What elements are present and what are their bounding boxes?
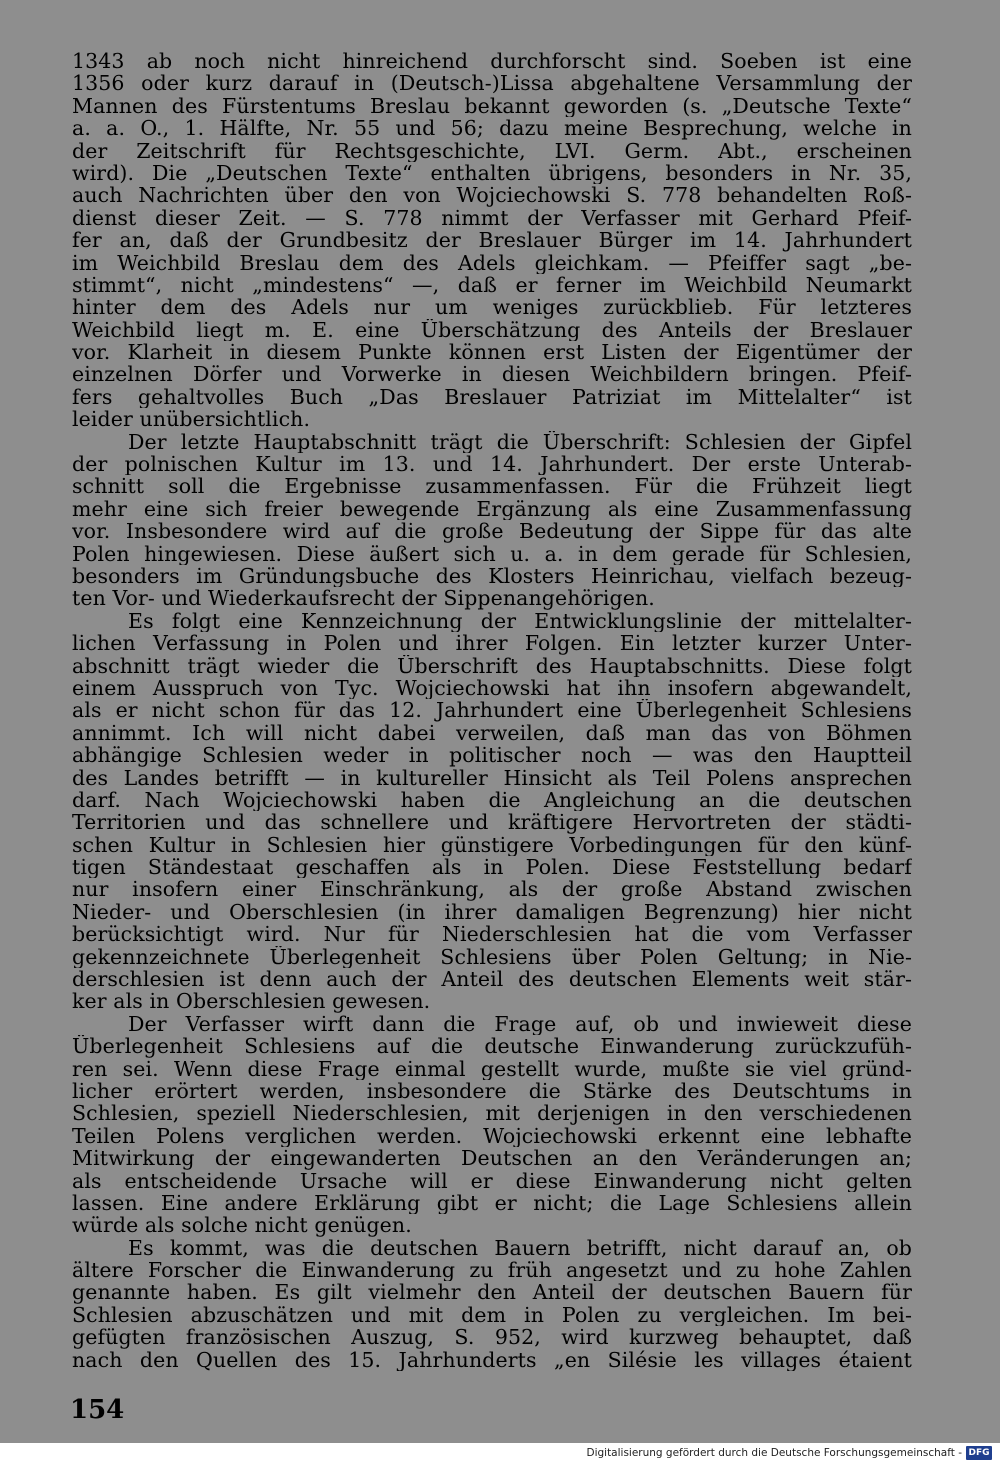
text-line: des Landes betrifft — in kultureller Hinsicht als Teil Polens ansprechen xyxy=(72,766,912,789)
text-line: nur insofern einer Einschränkung, als der große Abstand zwischen xyxy=(72,878,912,901)
text-line: einem Ausspruch von Tyc. Wojciechowski hat ihn insofern abgewandelt, xyxy=(72,676,912,700)
text-line: Schlesien abzuschätzen und mit dem in Polen zu vergleichen. Im bei- xyxy=(72,1303,912,1327)
text-line: tigen Ständestaat geschaffen als in Polen. Diese Feststellung bedarf xyxy=(72,856,912,879)
text-line: ten Vor- und Wiederkaufsrecht der Sippenangehörigen. xyxy=(72,587,655,610)
text-line: Überlegenheit Schlesiens auf die deutsche Einwanderung zurückzufüh- xyxy=(72,1035,912,1058)
text-line: leider unübersichtlich. xyxy=(72,408,311,431)
text-line: genannte haben. Es gilt vielmehr den Anteil der deutschen Bauern für xyxy=(72,1281,912,1304)
text-line: vor. Insbesondere wird auf die große Bedeutung der Sippe für das alte xyxy=(72,520,912,543)
text-line: mehr eine sich freier bewegende Ergänzung als eine Zusammenfassung xyxy=(72,497,912,521)
text-line: licher erörtert werden, insbesondere die Stärke des Deutschtums in xyxy=(72,1079,912,1103)
text-line: ren sei. Wenn diese Frage einmal gestellt wurde, mußte sie viel gründ- xyxy=(72,1057,912,1080)
text-line: vor. Klarheit in diesem Punkte können erst Listen der Eigentümer der xyxy=(72,341,912,364)
text-line: abhängige Schlesien weder in politischer noch — was den Hauptteil xyxy=(72,744,912,767)
text-line: schnitt soll die Ergebnisse zusammenfassen. Für die Frühzeit liegt xyxy=(72,475,912,498)
text-line: abschnitt trägt wieder die Überschrift des Hauptabschnitts. Diese folgt xyxy=(72,654,912,677)
text-line: Der letzte Hauptabschnitt trägt die Überschrift: Schlesien der Gipfel xyxy=(128,430,912,454)
text-line: berücksichtigt wird. Nur für Niederschlesien hat die vom Verfasser xyxy=(72,923,912,946)
text-line: ältere Forscher die Einwanderung zu früh angesetzt und zu hohe Zahlen xyxy=(72,1259,912,1282)
text-line: Es folgt eine Kennzeichnung der Entwicklungslinie der mittelalter- xyxy=(128,609,912,633)
text-line: würde als solche nicht genügen. xyxy=(72,1214,412,1237)
text-line: Schlesien, speziell Niederschlesien, mit derjenigen in den verschiedenen xyxy=(72,1102,912,1125)
text-line: Teilen Polens verglichen werden. Wojciechowski erkennt eine lebhafte xyxy=(72,1124,912,1148)
text-line: dienst dieser Zeit. — S. 778 nimmt der Verfasser mit Gerhard Pfeif- xyxy=(72,206,912,230)
text-line: darf. Nach Wojciechowski haben die Angleichung an die deutschen xyxy=(72,788,912,812)
dfg-logo-icon: DFG xyxy=(966,1446,992,1460)
page-number: 154 xyxy=(70,1395,125,1425)
text-line: derschlesien ist denn auch der Anteil des deutschen Elements weit stär- xyxy=(72,968,912,991)
text-line: der polnischen Kultur im 13. und 14. Jahrhundert. Der erste Unterab- xyxy=(72,453,912,476)
text-line: lichen Verfassung in Polen und ihrer Folgen. Ein letzter kurzer Unter- xyxy=(72,632,912,655)
text-line: im Weichbild Breslau dem des Adels gleichkam. — Pfeiffer sagt „be- xyxy=(72,251,912,274)
text-line: 1343 ab noch nicht hinreichend durchforscht sind. Soeben ist eine xyxy=(72,50,912,73)
text-line: a. a. O., 1. Hälfte, Nr. 55 und 56; dazu meine Besprechung, welche in xyxy=(72,117,912,140)
body-text xyxy=(72,50,912,1371)
text-line: schen Kultur in Schlesien hier günstigere Vorbedingungen für den künf- xyxy=(72,833,912,857)
text-line: Der Verfasser wirft dann die Frage auf, ob und inwieweit diese xyxy=(128,1012,912,1036)
text-line: hinter dem des Adels nur um weniges zurückblieb. Für letzteres xyxy=(72,296,912,319)
text-line: Nieder- und Oberschlesien (in ihrer damaligen Begrenzung) hier nicht xyxy=(72,900,912,924)
text-line: der Zeitschrift für Rechtsgeschichte, LVI. Germ. Abt., erscheinen xyxy=(72,139,912,162)
text-line: gefügten französischen Auszug, S. 952, wird kurzweg behauptet, daß xyxy=(72,1326,912,1349)
text-line: gekennzeichnete Überlegenheit Schlesiens über Polen Geltung; in Nie- xyxy=(72,945,912,969)
text-line: wird). Die „Deutschen Texte“ enthalten übrigens, besonders in Nr. 35, xyxy=(72,161,912,185)
text-line: stimmt“, nicht „mindestens“ —, daß er ferner im Weichbild Neumarkt xyxy=(72,273,912,297)
text-line: fers gehaltvolles Buch „Das Breslauer Patriziat im Mittelalter“ ist xyxy=(72,385,912,409)
text-line: als er nicht schon für das 12. Jahrhundert eine Überlegenheit Schlesiens xyxy=(72,699,912,722)
text-line: Mitwirkung der eingewanderten Deutschen an den Veränderungen an; xyxy=(72,1147,912,1170)
text-line: als entscheidende Ursache will er diese Einwanderung nicht gelten xyxy=(72,1169,912,1192)
footer-bar xyxy=(0,1443,1000,1465)
text-line: ker als in Oberschlesien gewesen. xyxy=(72,990,431,1013)
funding-credit: Digitalisierung gefördert durch die Deutsche Forschungsgemeinschaft - xyxy=(586,1447,962,1459)
text-line: Es kommt, was die deutschen Bauern betrifft, nicht darauf an, ob xyxy=(128,1236,912,1260)
text-line: auch Nachrichten über den von Wojciechowski S. 778 behandelten Roß- xyxy=(72,184,912,207)
text-line: 1356 oder kurz darauf in (Deutsch-)Lissa abgehaltene Versammlung der xyxy=(72,72,912,95)
text-line: fer an, daß der Grundbesitz der Breslauer Bürger im 14. Jahrhundert xyxy=(72,229,912,252)
text-line: lassen. Eine andere Erklärung gibt er nicht; die Lage Schlesiens allein xyxy=(72,1191,912,1215)
text-line: Territorien und das schnellere und kräftigere Hervortreten der städti- xyxy=(72,811,912,834)
text-line: annimmt. Ich will nicht dabei verweilen, daß man das von Böhmen xyxy=(72,721,912,745)
text-line: besonders im Gründungsbuche des Klosters Heinrichau, vielfach bezeug- xyxy=(72,564,912,588)
text-line: einzelnen Dörfer und Vorwerke in diesen Weichbildern bringen. Pfeif- xyxy=(72,363,912,386)
text-line: Polen hingewiesen. Diese äußert sich u. a. in dem gerade für Schlesien, xyxy=(72,542,912,565)
text-line: Mannen des Fürstentums Breslau bekannt geworden (s. „Deutsche Texte“ xyxy=(72,94,912,118)
text-line: nach den Quellen des 15. Jahrhunderts „en Silésie les villages étaient xyxy=(72,1348,912,1372)
text-line: Weichbild liegt m. E. eine Überschätzung des Anteils der Breslauer xyxy=(72,318,912,342)
